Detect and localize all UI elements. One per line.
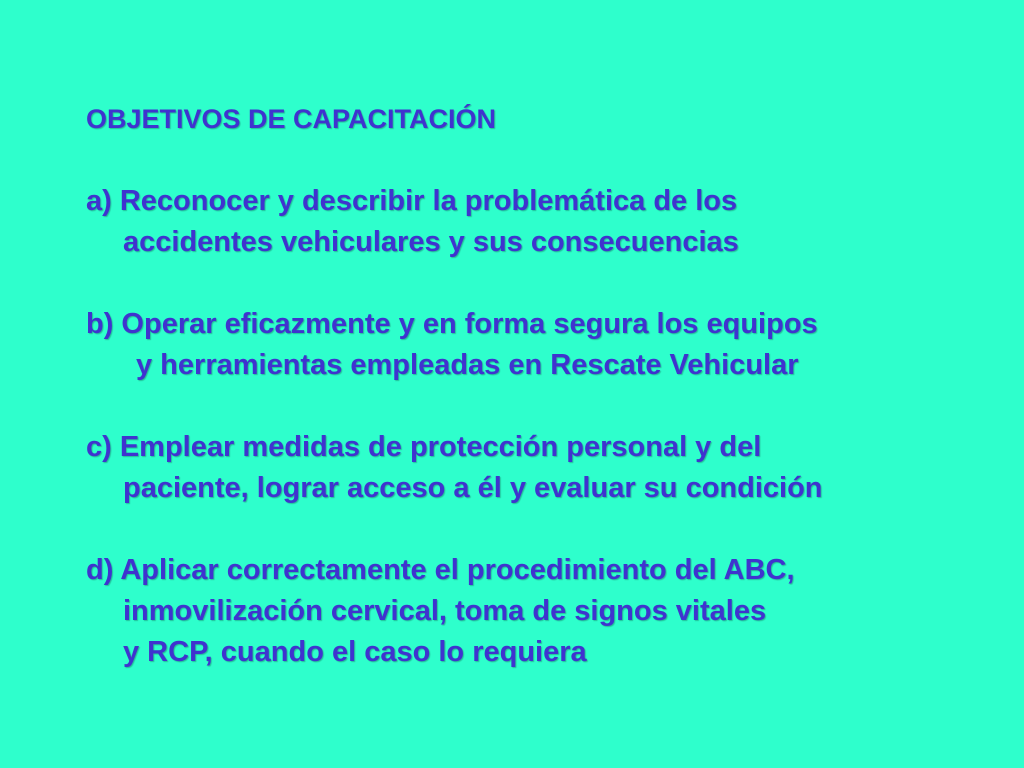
objective-c-line-1: c) Emplear medidas de protección personal y del [86, 431, 762, 463]
objective-d-line-3: y RCP, cuando el caso lo requiera [123, 636, 587, 668]
objective-item-a [86, 181, 739, 263]
objective-item-b [86, 304, 818, 386]
objective-item-d [86, 550, 795, 673]
objective-d-line-2: inmovilización cervical, toma de signos vitales [123, 595, 767, 627]
objective-c-line-2: paciente, lograr acceso a él y evaluar su condición [123, 472, 823, 504]
objective-a-line-1: a) Reconocer y describir la problemática de los [86, 185, 738, 217]
objective-a-line-2: accidentes vehiculares y sus consecuencias [123, 226, 739, 258]
objective-d-line-1: d) Aplicar correctamente el procedimiento del ABC, [86, 554, 795, 586]
slide-title: OBJETIVOS DE CAPACITACIÓN [86, 104, 497, 134]
objective-item-c [86, 427, 823, 509]
objective-b-line-2: y herramientas empleadas en Rescate Vehicular [136, 349, 799, 381]
objective-b-line-1: b) Operar eficazmente y en forma segura los equipos [86, 308, 818, 340]
